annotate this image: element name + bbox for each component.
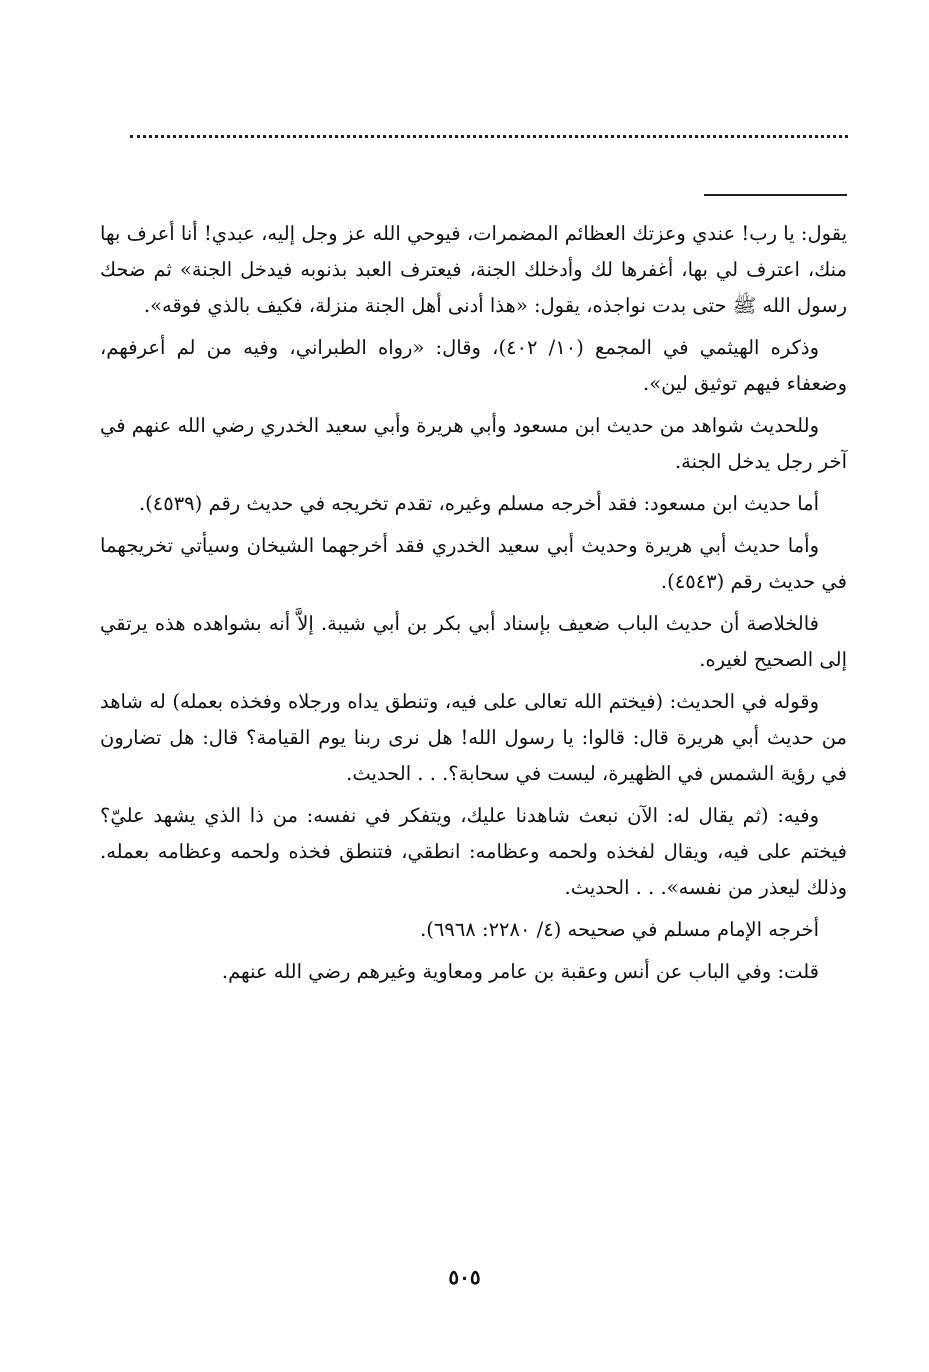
- paragraph: يقول: يا رب! عندي وعزتك العظائم المضمرات، فيوحي الله عز وجل إليه، عبدي! أنا أعرف بها منك، اعترف لي بها، أغفرها لك وأدخلك الجنة، فيعترف العبد بذنوبه فيدخل الجنة» ثم ضحك رسول الله ﷺ حتى بدت نواجذه، يقول: «هذا أدنى أهل الجنة منزلة، فكيف بالذي فوقه».: [100, 222, 847, 317]
- page-number: ٥٠٥: [448, 1265, 481, 1289]
- page-body: [100, 216, 847, 996]
- paragraph: فالخلاصة أن حديث الباب ضعيف بإسناد أبي بكر بن أبي شيبة. إلاَّ أنه بشواهده هذه يرتقي إلى الصحيح لغيره.: [100, 612, 847, 671]
- footnote-rule: [704, 194, 847, 196]
- paragraph: وللحديث شواهد من حديث ابن مسعود وأبي هريرة وأبي سعيد الخدري رضي الله عنهم في آخر رجل يدخل الجنة.: [100, 414, 847, 473]
- paragraph: وذكره الهيثمي في المجمع (١٠/ ٤٠٢)، وقال: «رواه الطبراني، وفيه من لم أعرفهم، وضعفاء فيهم توثيق لين».: [100, 336, 847, 395]
- paragraph: وفيه: (ثم يقال له: الآن نبعث شاهدنا عليك، ويتفكر في نفسه: من ذا الذي يشهد عليّ؟ فيختم على فيه، ويقال لفخذه ولحمه وعظامه: انطقي، فتنطق فخذه ولحمه وعظامه بعمله. وذلك ليعذر من نفسه». . . الحديث.: [100, 804, 847, 899]
- paragraph: أخرجه الإمام مسلم في صحيحه (٤/ ٢٢٨٠: ٦٩٦٨).: [420, 918, 819, 941]
- dotted-separator: [130, 135, 848, 138]
- paragraph: وأما حديث أبي هريرة وحديث أبي سعيد الخدري فقد أخرجهما الشيخان وسيأتي تخريجهما في حديث رقم (٤٥٤٣).: [100, 534, 847, 593]
- paragraph: أما حديث ابن مسعود: فقد أخرجه مسلم وغيره، تقدم تخريجه في حديث رقم (٤٥٣٩).: [138, 492, 819, 515]
- paragraph: قلت: وفي الباب عن أنس وعقبة بن عامر ومعاوية وغيرهم رضي الله عنهم.: [221, 960, 819, 983]
- paragraph: وقوله في الحديث: (فيختم الله تعالى على فيه، وتنطق يداه ورجلاه وفخذه بعمله) له شاهد من حديث أبي هريرة قال: قالوا: يا رسول الله! هل نرى ربنا يوم القيامة؟ قال: هل تضارون في رؤية الشمس في الظهيرة، ليست في سحابة؟. . . الحديث.: [100, 690, 847, 785]
